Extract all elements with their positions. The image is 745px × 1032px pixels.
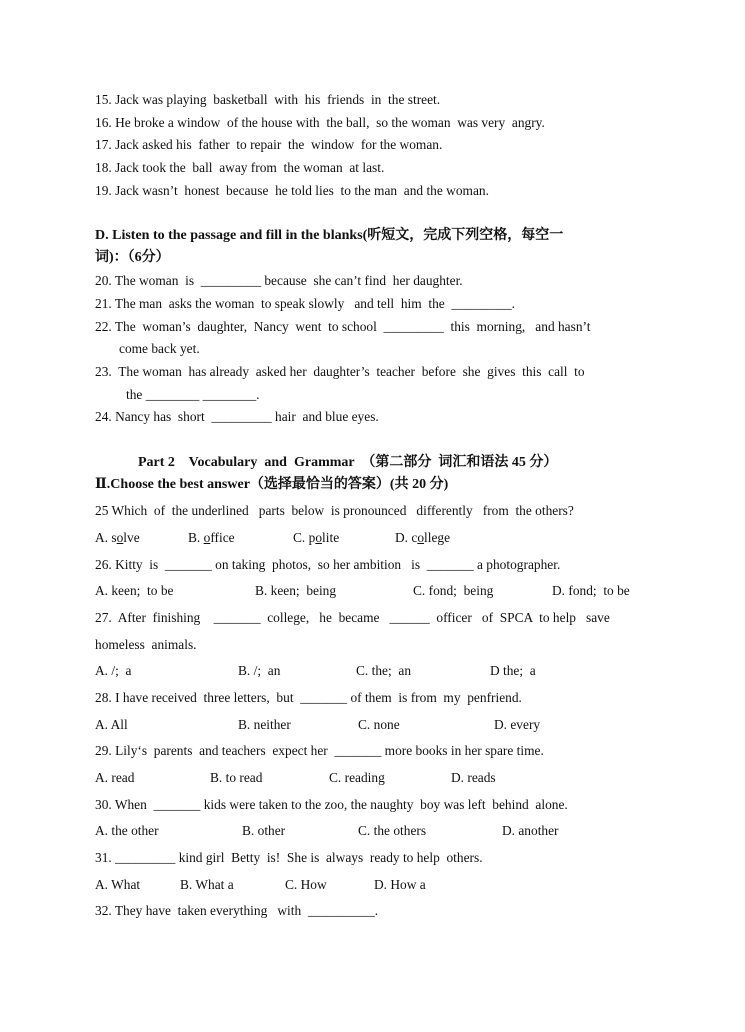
statement-16: 16. He broke a window of the house with the ball, so the woman was very angry. — [95, 115, 545, 130]
question-25-options — [95, 529, 655, 547]
question-27: 27. After finishing _______ college, he became ______ officer of SPCA to help save — [95, 610, 610, 625]
option-a: A. solve — [95, 530, 140, 545]
option-d: D. reads — [451, 770, 496, 785]
part-2-title: Part 2 Vocabulary and Grammar （第二部分 词汇和语法 45 分） — [138, 455, 558, 470]
option-b: B. neither — [238, 717, 291, 732]
option-c: C. none — [358, 717, 400, 732]
option-a: A. keen; to be — [95, 583, 174, 598]
question-28: 28. I have received three letters, but _______ of them is from my penfriend. — [95, 690, 522, 705]
statement-17: 17. Jack asked his father to repair the window for the woman. — [95, 137, 443, 152]
question-27-options — [95, 662, 655, 680]
option-d: D the; a — [490, 663, 536, 678]
question-25: 25 Which of the underlined parts below is pronounced differently from the others? — [95, 503, 574, 518]
option-a: A. All — [95, 717, 128, 732]
section-d-heading: D. Listen to the passage and fill in the blanks(听短文，完成下列空格，每空一 — [95, 228, 564, 243]
option-b: B. office — [188, 530, 235, 545]
question-27-cont: homeless animals. — [95, 637, 197, 652]
question-20: 20. The woman is _________ because she can’t find her daughter. — [95, 273, 463, 288]
question-23-cont: the ________ ________. — [126, 387, 260, 402]
question-21: 21. The man asks the woman to speak slowly and tell him the _________. — [95, 296, 516, 311]
option-c: C. How — [285, 877, 327, 892]
option-b: B. to read — [210, 770, 263, 785]
question-26: 26. Kitty is _______ on taking photos, so her ambition is _______ a photographer. — [95, 557, 561, 572]
question-29: 29. Lily‘s parents and teachers expect her _______ more books in her spare time. — [95, 743, 544, 758]
question-28-options — [95, 716, 655, 734]
question-29-options — [95, 769, 655, 787]
question-32: 32. They have taken everything with __________. — [95, 903, 379, 918]
option-c: C. polite — [293, 530, 340, 545]
statement-18: 18. Jack took the ball away from the woman at last. — [95, 160, 385, 175]
option-c: C. the; an — [356, 663, 412, 678]
part-2-subtitle: Ⅱ.Choose the best answer（选择最恰当的答案）(共 20 分) — [95, 477, 449, 492]
option-d: D. every — [494, 717, 541, 732]
question-23: 23. The woman has already asked her daughter’s teacher before she gives this call to — [95, 364, 585, 379]
question-30: 30. When _______ kids were taken to the zoo, the naughty boy was left behind alone. — [95, 797, 568, 812]
question-24: 24. Nancy has short _________ hair and blue eyes. — [95, 409, 379, 424]
option-a: A. /; a — [95, 663, 132, 678]
option-d: D. college — [395, 530, 451, 545]
question-31-options — [95, 876, 655, 894]
option-b: B. What a — [180, 877, 234, 892]
section-d-heading-cont: 词)：（6分） — [95, 250, 170, 265]
option-b: B. /; an — [238, 663, 281, 678]
option-d: D. fond; to be — [552, 583, 630, 598]
option-b: B. keen; being — [255, 583, 337, 598]
question-22: 22. The woman’s daughter, Nancy went to school _________ this morning, and hasn’t — [95, 319, 591, 334]
statement-19: 19. Jack wasn’t honest because he told lies to the man and the woman. — [95, 183, 489, 198]
option-b: B. other — [242, 823, 286, 838]
question-31: 31. _________ kind girl Betty is! She is always ready to help others. — [95, 850, 483, 865]
option-a: A. the other — [95, 823, 159, 838]
statement-15: 15. Jack was playing basketball with his friends in the street. — [95, 92, 441, 107]
option-d: D. another — [502, 823, 559, 838]
option-c: C. reading — [329, 770, 385, 785]
option-c: C. fond; being — [413, 583, 494, 598]
question-22-cont: come back yet. — [119, 341, 200, 356]
option-d: D. How a — [374, 877, 426, 892]
question-30-options — [95, 822, 655, 840]
option-c: C. the others — [358, 823, 427, 838]
option-a: A. What — [95, 877, 141, 892]
option-a: A. read — [95, 770, 135, 785]
question-26-options — [95, 582, 655, 600]
